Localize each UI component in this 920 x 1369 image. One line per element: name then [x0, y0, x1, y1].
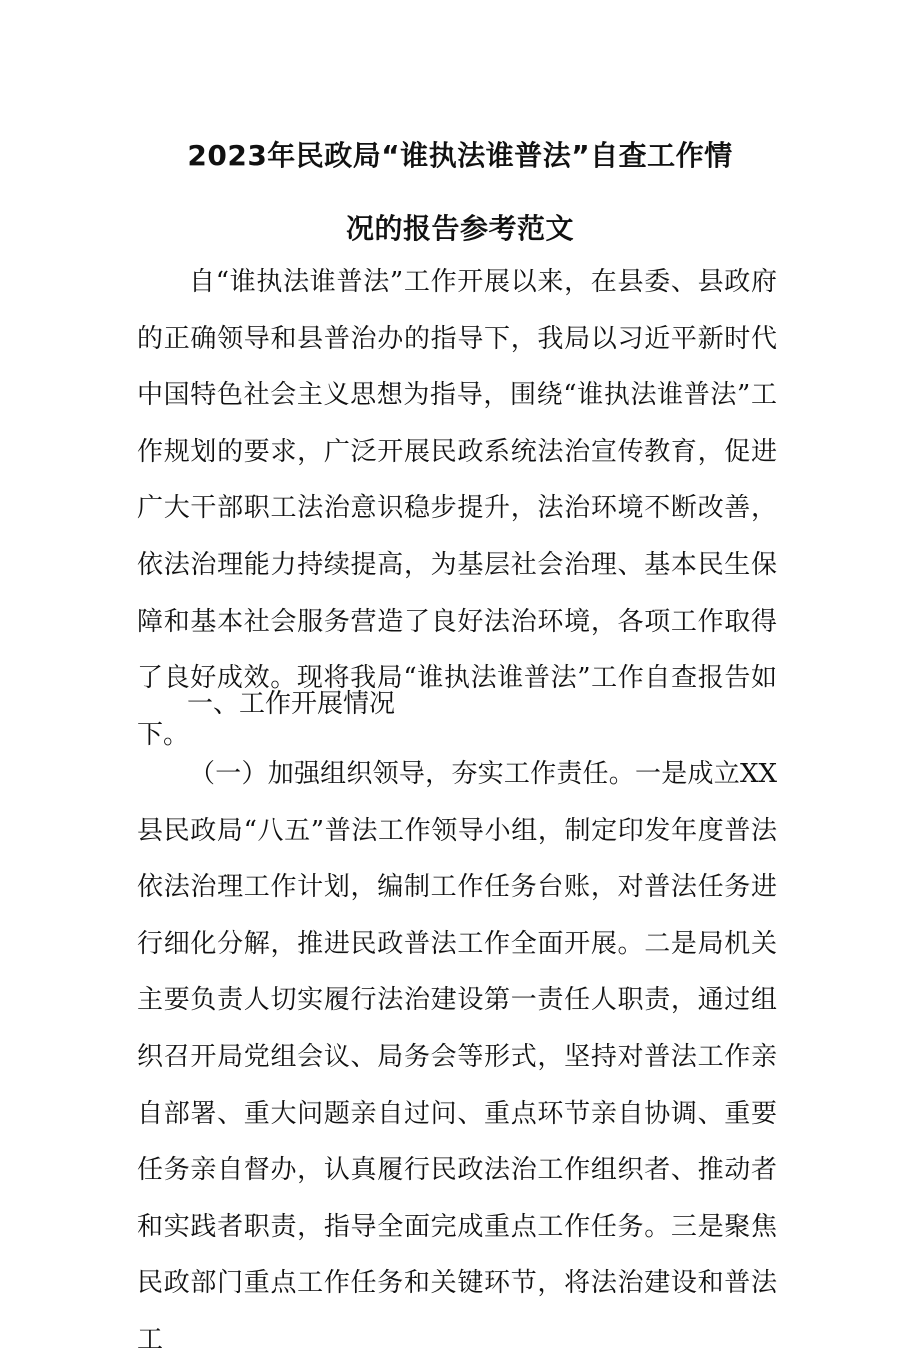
- intro-paragraph: 自“谁执法谁普法”工作开展以来，在县委、县政府的正确领导和县普治办的指导下，我局以习近平新时代中国特色社会主义思想为指导，围绕“谁执法谁普法”工作规划的要求，广泛开展民政系统法治宣传教育，促进广大干部职工法治意识稳步提升，法治环境不断改善，依法治理能力持续提高，为基层社会治理、基本民生保障和基本社会服务营造了良好法治环境，各项工作取得了良好成效。现将我局“谁执法谁普法”工作自查报告如下。: [137, 267, 777, 750]
- document-title-line-1: 2023年民政局“谁执法谁普法”自查工作情: [187, 139, 733, 172]
- document-title-line-2: 况的报告参考范文: [345, 212, 574, 245]
- section-heading: 一、工作开展情况: [187, 689, 396, 719]
- section-paragraph: （一）加强组织领导，夯实工作责任。一是成立XX县民政局“八五”普法工作领导小组，制定印发年度普法依法治理工作计划，编制工作任务台账，对普法任务进行细化分解，推进民政普法工作全面开展。二是局机关主要负责人切实履行法治建设第一责任人职责，通过组织召开局党组会议、局务会等形式，坚持对普法工作亲自部署、重大问题亲自过问、重点环节亲自协调、重要任务亲自督办，认真履行民政法治工作组织者、推动者和实践者职责，指导全面完成重点工作任务。三是聚焦民政部门重点工作任务和关键环节，将法治建设和普法工: [137, 759, 777, 1355]
